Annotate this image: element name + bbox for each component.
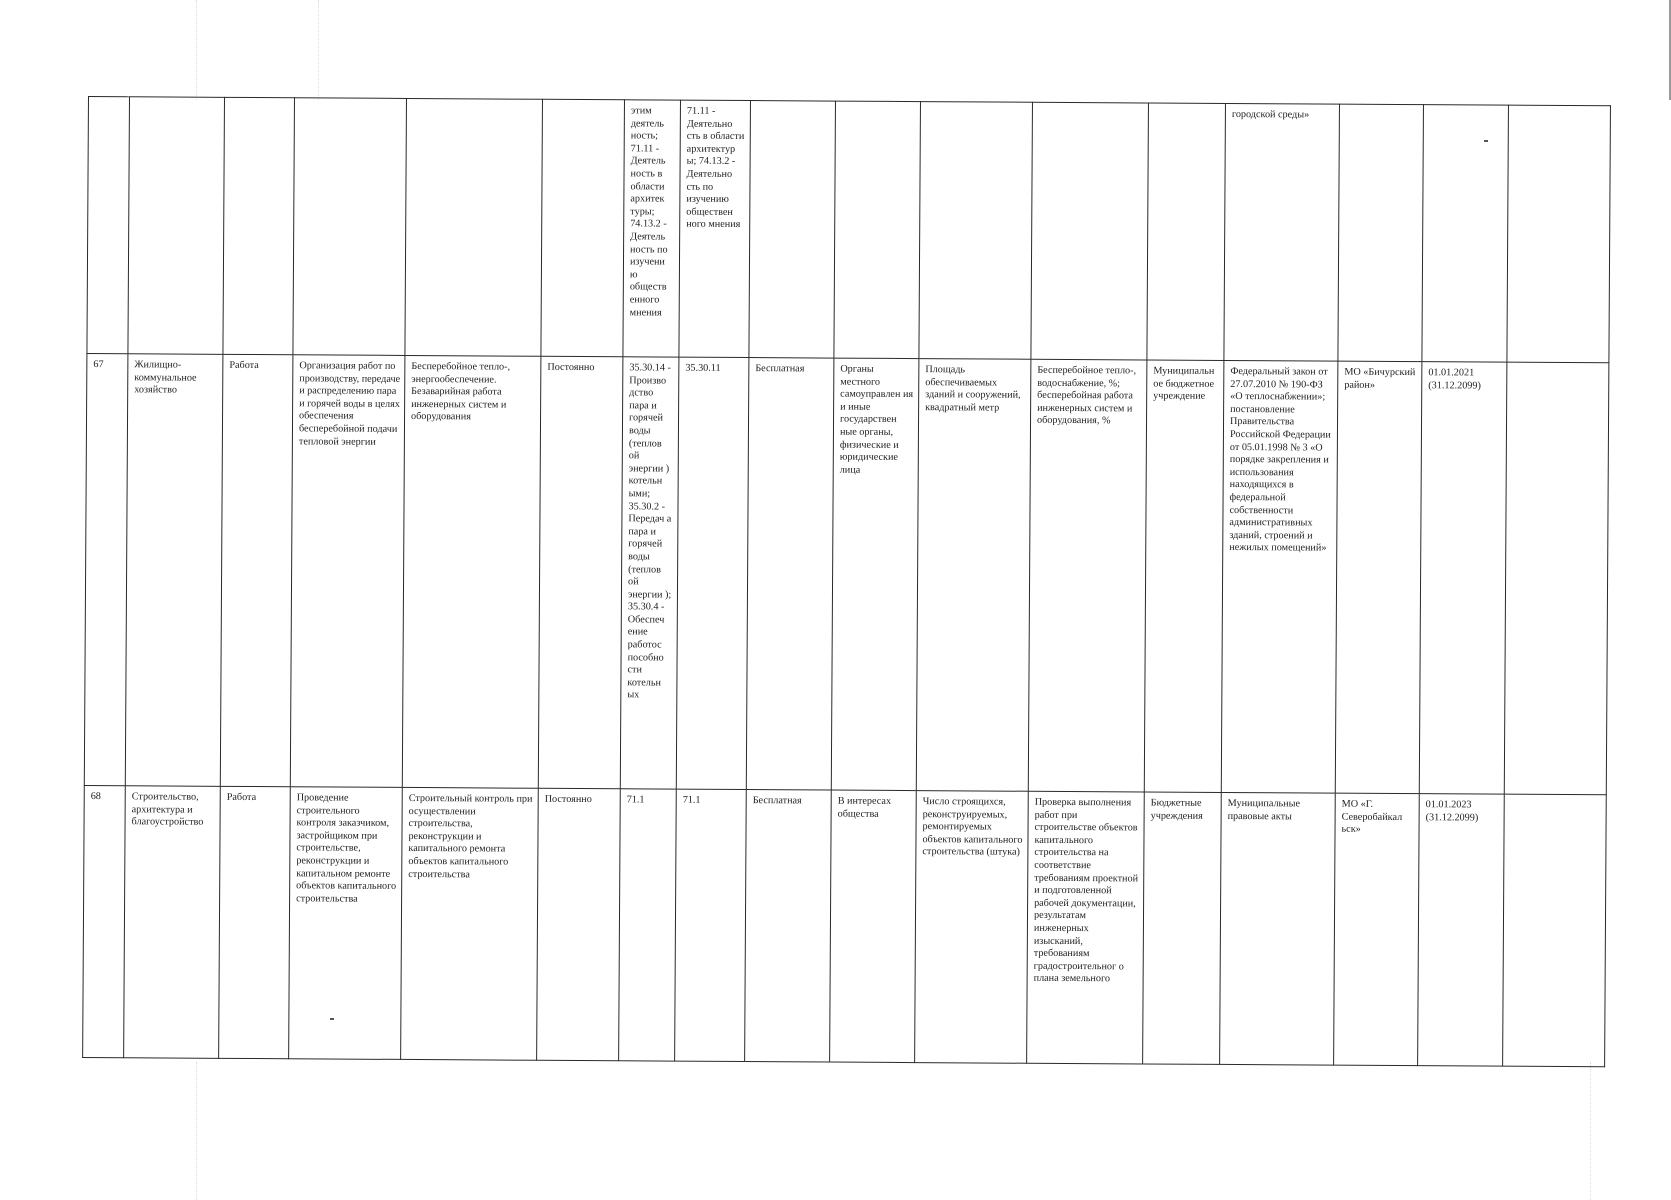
cell-okved: этим деятель ность; 71.11 - Деятель ность в области архитек туры; 74.13.2 - Деятель ность по изучени ю обществ енного мнения (623, 100, 681, 357)
cell-notes (1503, 794, 1607, 1067)
cell-okved-basic: 71.1 (675, 789, 747, 1061)
cell-quality-indicator: Бесперебойное тепло-, водоснабжение, %; бесперебойная работа инженерных систем и оборудования, % (1028, 359, 1147, 792)
cell-okved: 71.1 (619, 789, 677, 1061)
cell-period (541, 99, 625, 356)
cell-type (223, 97, 295, 354)
cell-payment: Бесплатная (745, 790, 832, 1063)
cell-type: Работа (219, 786, 291, 1058)
table-row-continuation (87, 97, 1611, 363)
cell-legal-basis: городской среды» (1224, 103, 1340, 361)
cell-period: Постоянно (538, 356, 623, 788)
cell-type: Работа (220, 354, 293, 786)
scan-artifact-line (196, 1062, 197, 1200)
cell-volume-indicator: Число строящихся, реконструируемых, ремонтируемых объектов капитального строительства (штука) (915, 791, 1029, 1064)
cell-content: Строительный контроль при осуществлении строительства, реконструкции и капитального ремонта объектов капитального строительства (401, 787, 539, 1060)
table-row-67 (84, 353, 1609, 794)
cell-sphere: Жилищно-коммунальное хозяйство (125, 354, 223, 787)
cell-work-name (293, 98, 407, 356)
cell-work-name: Проведение строительного контроля заказчиком, застройщиком при строительстве, реконструкции и капитальном ремонте объектов капитального строительства (289, 787, 403, 1060)
cell-institution-type: Бюджетные учреждения (1143, 792, 1222, 1064)
scan-artifact-line (1590, 1062, 1591, 1200)
scan-artifact-line (196, 0, 197, 100)
cell-quality-indicator: Проверка выполнения работ при строительстве объектов капитального строительства на соответствие требованиям проектной и подготовленной рабочей документации, результатам инженерных изысканий, требованиям градостроительног о плана земельного (1027, 791, 1145, 1064)
cell-dates (1422, 105, 1509, 363)
cell-notes (1507, 105, 1611, 363)
cell-consumers (834, 101, 921, 359)
cell-sphere: Строительство, архитектура и благоустройство (124, 786, 221, 1059)
services-registry-table (82, 96, 1611, 1067)
cell-content: Бесперебойное тепло-, энергообеспечение. Безаварийная работа инженерных систем и оборудования (402, 355, 541, 788)
table-row-68 (83, 785, 1607, 1066)
cell-dates: 01.01.2023 (31.12.2099) (1418, 794, 1505, 1067)
cell-okved: 35.30.14 - Произво дство пара и горячей воды (теплов ой энергии ) котельн ыми; 35.30.2 - Передач а пара и горячей воды (теплов ой энергии ); 35.30.4 - Обеспеч ение работос пособно сти котельн ых (620, 357, 679, 789)
cell-volume-indicator (919, 102, 1033, 360)
cell-legal-basis: Муниципальные правовые акты (1220, 792, 1336, 1065)
cell-number: 68 (83, 785, 126, 1057)
cell-period: Постоянно (537, 788, 621, 1060)
cell-quality-indicator (1031, 102, 1149, 360)
cell-content (405, 98, 543, 356)
cell-municipality: МО «Бичурский район» (1335, 361, 1422, 794)
cell-number: 67 (84, 353, 128, 785)
cell-work-name: Организация работ по производству, передаче и распределению пара и горячей воды в целях обеспечения бесперебойной подачи тепловой энергии (290, 355, 405, 788)
cell-dates: 01.01.2021 (31.12.2099) (1419, 362, 1507, 795)
cell-consumers: В интересах общества (830, 790, 917, 1063)
cell-volume-indicator: Площадь обеспечиваемых зданий и сооружений, квадратный метр (916, 359, 1031, 792)
cell-notes (1504, 362, 1609, 795)
cell-payment (749, 101, 836, 359)
scan-artifact-line (318, 0, 319, 100)
cell-legal-basis: Федеральный закон от 27.07.2010 № 190-ФЗ «О теплоснабжении»; постановление Правительства Российской Федерации от 05.01.1998 № 3 «О порядке закрепления и использования находящихся в федеральной собственности административных зданий, строений и нежилых помещений» (1221, 360, 1338, 793)
cell-municipality: МО «Г. Северобайкал ьск» (1334, 793, 1420, 1066)
cell-institution-type (1147, 103, 1226, 360)
cell-okved-basic: 35.30.11 (676, 357, 749, 789)
cell-okved-basic: 71.11 - Деятельно сть в области архитектур ы; 74.13.2 - Деятельно сть по изучению обществен ного мнения (679, 100, 751, 357)
cell-sphere (128, 97, 225, 355)
cell-number (87, 97, 130, 354)
cell-consumers: Органы местного самоуправлен ия и иные государствен ные органы, физические и юридические лица (831, 358, 919, 791)
cell-institution-type: Муниципальн ое бюджетное учреждение (1144, 360, 1224, 792)
cell-municipality (1338, 104, 1424, 362)
cell-payment: Бесплатная (746, 358, 834, 791)
